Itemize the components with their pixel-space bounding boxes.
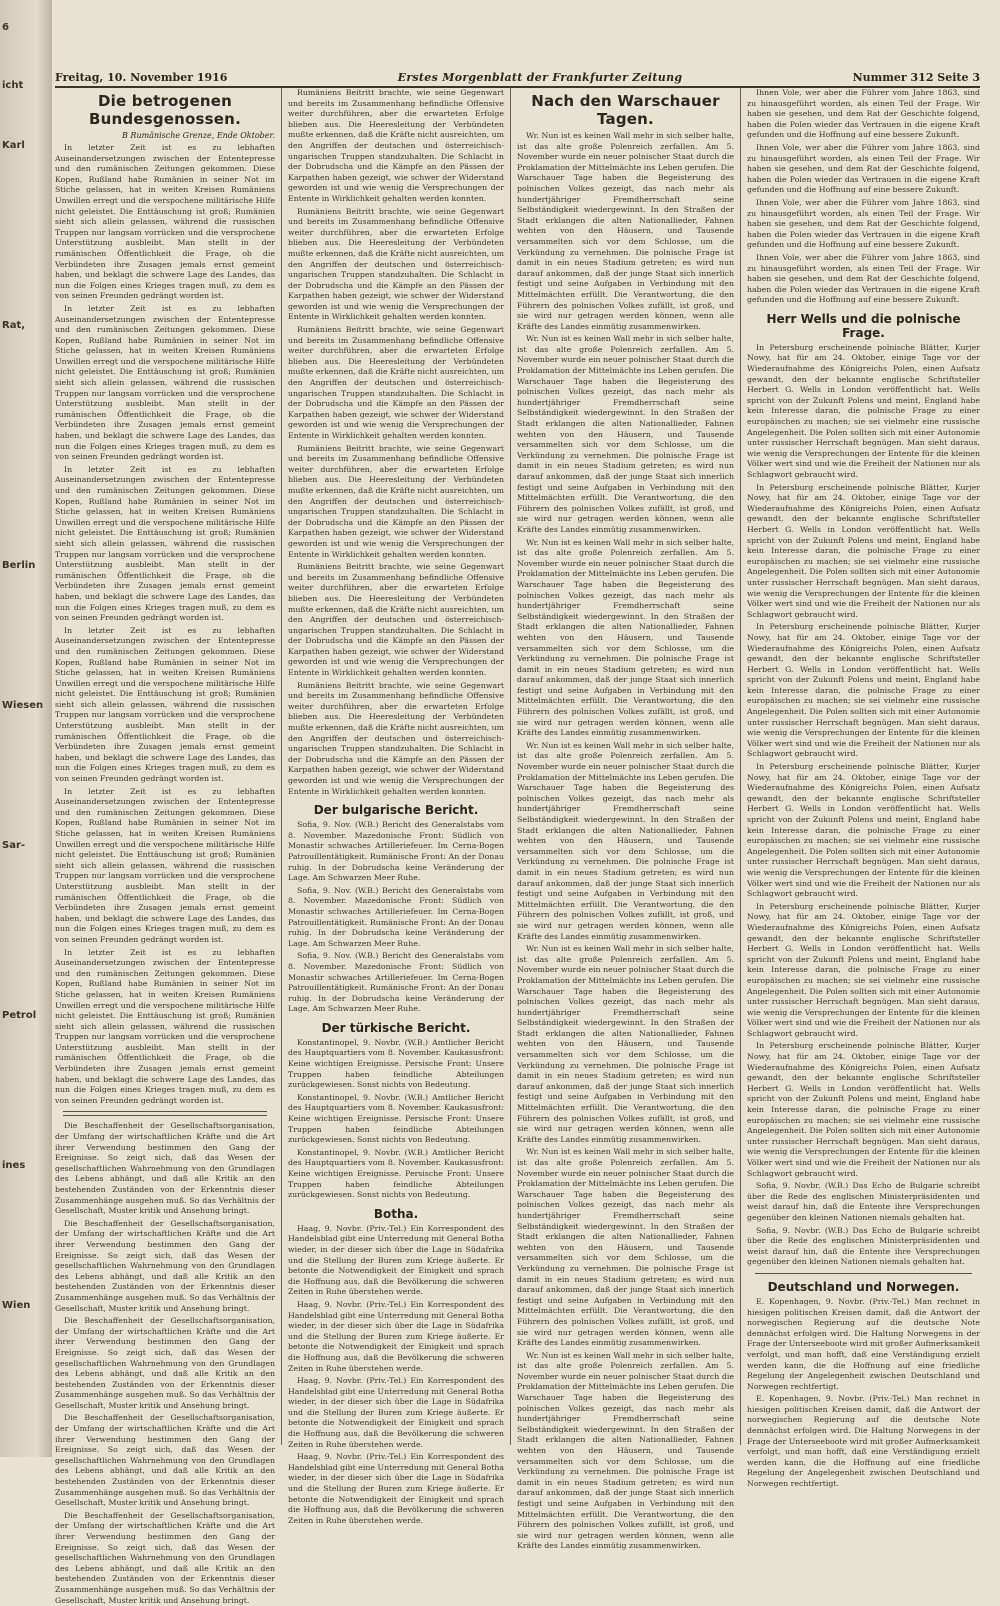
paragraph: In letzter Zeit ist es zu lebhaften Auseinandersetzungen zwischen der Ententepresse und den rumänischen Zeitungen gekommen. Diese Kopen, Rußland habe Rumänien in seiner Not im Stiche gelassen, hat in weiten Kreisen Rumäniens Unwillen erregt und die verspochene militärische Hilfe nicht geleistet. Die Enttäuschung ist groß; Rumänien sieht sich allein gelassen, während die russischen Truppen nur langsam vorrücken und die versprochene Unterstützung ausbleibt. Man stellt in der rumänischen Öffentlichkeit die Frage, ob die Verbündeten ihre Zusagen jemals ernst gemeint haben, und beklagt die schwere Lage des Landes, das nun die Folgen eines Krieges tragen muß, zu dem es von seinen Freunden gedrängt worden ist. [55,786,275,944]
paragraph: E. Kopenhagen, 9. Novbr. (Priv.-Tel.) Man rechnet in hiesigen politischen Kreisen damit, daß die Antwort der norwegischen Regierung auf die deutsche Note demnächst erfolgen wird. Die Haltung Norwegens in der Frage der Unterseeboote wird mit großer Aufmerksamkeit verfolgt, und man hofft, daß eine Verständigung erzielt werden kann, die die Hoffnung auf eine friedliche Regelung der Angelegenheit zwischen Deutschland und Norwegen rechtfertigt. [747,1394,980,1489]
paragraph: Rumäniens Beitritt brachte, wie seine Gegenwart und bereits im Zusammenhang befindliche Offensive weiter durchführen, aber die erwarteten Erfolge blieben aus. Die Heeresleitung der Verbündeten mußte erkennen, daß die Kräfte nicht ausreichten, um den Angriffen der deutschen und österreichisch-ungarischen Truppen standzuhalten. Die Schlacht in der Dobrudscha und die Kämpfe an den Pässen der Karpathen haben gezeigt, wie schwer der Widerstand geworden ist und wie wenig die Versprechungen der Entente in Wirklichkeit gehalten werden konnten. [288,680,504,796]
paragraph: Rumäniens Beitritt brachte, wie seine Gegenwart und bereits im Zusammenhang befindliche Offensive weiter durchführen, aber die erwarteten Erfolge blieben aus. Die Heeresleitung der Verbündeten mußte erkennen, daß die Kräfte nicht ausreichten, um den Angriffen der deutschen und österreichisch-ungarischen Truppen standzuhalten. Die Schlacht in der Dobrudscha und die Kämpfe an den Pässen der Karpathen haben gezeigt, wie schwer der Widerstand geworden ist und wie wenig die Versprechungen der Entente in Wirklichkeit gehalten werden konnten. [288,206,504,322]
paragraph: Rumäniens Beitritt brachte, wie seine Gegenwart und bereits im Zusammenhang befindliche Offensive weiter durchführen, aber die erwarteten Erfolge blieben aus. Die Heeresleitung der Verbündeten mußte erkennen, daß die Kräfte nicht ausreichten, um den Angriffen der deutschen und österreichisch-ungarischen Truppen standzuhalten. Die Schlacht in der Dobrudscha und die Kämpfe an den Pässen der Karpathen haben gezeigt, wie schwer der Widerstand geworden ist und wie wenig die Versprechungen der Entente in Wirklichkeit gehalten werden konnten. [288,88,504,203]
paragraph: Wr. Nun ist es keinen Wall mehr in sich selber halte, ist das alte große Polenreich zerfallen. Am 5. November wurde ein neuer polnischer Staat durch die Proklamation der Mittelmächte ins Leben gerufen. Die Warschauer Tage haben die Begeisterung des polnischen Volkes gezeigt, das nach mehr als hundertjähriger Fremdherrschaft seine Selbständigkeit wiedergewinnt. In den Straßen der Stadt erklangen die alten Nationallieder, Fahnen wehten von den Häusern, und Tausende versammelten sich vor dem Schlosse, um die Verkündung zu vernehmen. Die polnische Frage ist damit in ein neues Stadium getreten; es wird nun darauf ankommen, daß der junge Staat sich innerlich festigt und seine Aufgaben in Verbindung mit den Mittelmächten erfüllt. Die Verantwortung, die den Führern des polnischen Volkes zufällt, ist groß, und sie wird nur getragen werden können, wenn alle Kräfte des Landes einmütig zusammenwirken. [517,1350,734,1551]
paragraph: Konstantinopel, 9. Novbr. (W.B.) Amtlicher Bericht des Hauptquartiers vom 8. November. Kaukasusfront: Keine wichtigen Ereignisse. Persische Front: Unsere Truppen haben feindliche Abteilungen zurückgewiesen. Sonst nichts von Bedeutung. [288,1092,504,1145]
edge-fragment: 6 [2,22,9,33]
paragraph: Sofia, 9. Novbr. (W.B.) Das Echo de Bulgarie schreibt über die Rede des englischen Ministerpräsidenten und weist darauf hin, daß die Entente ihre Versprechungen gegenüber den kleinen Nationen niemals gehalten hat. [747,1225,980,1267]
paragraph: Haag, 9. Novbr. (Priv.-Tel.) Ein Korrespondent des Handelsblad gibt eine Unterredung mit General Botha wieder, in der dieser sich über die Lage in Südafrika und die Stellung der Buren zum Kriege äußerte. Er betonte die Notwendigkeit der Einigkeit und sprach die Hoffnung aus, daß die Bevölkerung die schweren Zeiten in Ruhe überstehen werde. [288,1452,504,1525]
page-number: Nummer 312 Seite 3 [852,71,980,84]
paragraph: Ihnen Vole, wer aber die Führer vom Jahre 1863, sind zu hinausgeführt worden, als einen Teil der Frage. Wir haben sie gesehen, und dem Rat der Geschichte folgend, haben die Polen wieder das Vertrauen in die eigene Kraft gefunden und die Hoffnung auf eine bessere Zukunft. [747,197,980,250]
report-body [288,1038,504,1201]
paragraph: Sofia, 9. Nov. (W.B.) Bericht des Generalstabs vom 8. November. Mazedonische Front: Südlich von Monastir schwaches Artilleriefeuer. Im Cerna-Bogen Patrouillentätigkeit. Rumänische Front: An der Donau ruhig. In der Dobrudscha keine Veränderung der Lage. Am Schwarzen Meer Ruhe. [288,820,504,883]
article-headline: Die betrogenen Bundesgenossen. [89,92,241,128]
edge-fragment: Sar- [2,840,26,851]
section-heading: Botha. [373,1206,419,1221]
column-4 [747,88,980,1489]
paragraph: In Petersburg erscheinende polnische Blätter, Kurjer Nowy, hat für am 24. Oktober, einige Tage vor der Wiederaufnahme des Königreichs Polen, einen Aufsatz gewandt, den der bekannte englische Schriftsteller Herbert G. Wells in London veröffentlicht hat. Wells spricht von der Zukunft Polens und meint, England habe kein Interesse daran, die polnische Frage zu einer europäischen zu machen; sie sei vielmehr eine russische Angelegenheit. Die Polen sollten sich mit einer Autonomie unter russischer Herrschaft begnügen. Man sieht daraus, wie wenig die Versprechungen der Entente für die kleinen Völker wert sind und wie die Freiheit der Nationen nur als Schlagwort gebraucht wird. [747,762,980,899]
section-heading: Deutschland und Norwegen. [767,1279,960,1294]
paragraph: Rumäniens Beitritt brachte, wie seine Gegenwart und bereits im Zusammenhang befindliche Offensive weiter durchführen, aber die erwarteten Erfolge blieben aus. Die Heeresleitung der Verbündeten mußte erkennen, daß die Kräfte nicht ausreichten, um den Angriffen der deutschen und österreichisch-ungarischen Truppen standzuhalten. Die Schlacht in der Dobrudscha und die Kämpfe an den Pässen der Karpathen haben gezeigt, wie schwer der Widerstand geworden ist und wie wenig die Versprechungen der Entente in Wirklichkeit gehalten werden konnten. [288,562,504,678]
column-rule [281,88,282,1445]
paragraph: Konstantinopel, 9. Novbr. (W.B.) Amtlicher Bericht des Hauptquartiers vom 8. November. Kaukasusfront: Keine wichtigen Ereignisse. Persische Front: Unsere Truppen haben feindliche Abteilungen zurückgewiesen. Sonst nichts von Bedeutung. [288,1147,504,1200]
paragraph: Die Beschaffenheit der Gesellschaftsorganisation, der Umfang der wirtschaftlichen Kräfte und die Art ihrer Verwendung bestimmen den Gang der Ereignisse. So zeigt sich, daß das Wesen der gesellschaftlichen Wahrnehmung von den Grundlagen des Lebens abhängt, und daß alle Kritik an den bestehenden Zuständen von der Erkenntnis dieser Zusammenhänge ausgehen muß. So das Verhältnis der Gesellschaft, Muster kritik und Ansehung bringt. [55,1316,275,1410]
edge-fragment: Petrol [2,1010,37,1021]
report-body [288,1224,504,1527]
paragraph: Haag, 9. Novbr. (Priv.-Tel.) Ein Korrespondent des Handelsblad gibt eine Unterredung mit General Botha wieder, in der dieser sich über die Lage in Südafrika und die Stellung der Buren zum Kriege äußerte. Er betonte die Notwendigkeit der Einigkeit und sprach die Hoffnung aus, daß die Bevölkerung die schweren Zeiten in Ruhe überstehen werde. [288,1223,504,1297]
column-rule [510,88,511,1445]
paragraph: Rumäniens Beitritt brachte, wie seine Gegenwart und bereits im Zusammenhang befindliche Offensive weiter durchführen, aber die erwarteten Erfolge blieben aus. Die Heeresleitung der Verbündeten mußte erkennen, daß die Kräfte nicht ausreichten, um den Angriffen der deutschen und österreichisch-ungarischen Truppen standzuhalten. Die Schlacht in der Dobrudscha und die Kämpfe an den Pässen der Karpathen haben gezeigt, wie schwer der Widerstand geworden ist und wie wenig die Versprechungen der Entente in Wirklichkeit gehalten werden konnten. [288,443,504,559]
page-masthead [55,60,980,88]
article-body [55,143,275,1106]
paragraph: In letzter Zeit ist es zu lebhaften Auseinandersetzungen zwischen der Ententepresse und den rumänischen Zeitungen gekommen. Diese Kopen, Rußland habe Rumänien in seiner Not im Stiche gelassen, hat in weiten Kreisen Rumäniens Unwillen erregt und die verspochene militärische Hilfe nicht geleistet. Die Enttäuschung ist groß; Rumänien sieht sich allein gelassen, während die russischen Truppen nur langsam vorrücken und die versprochene Unterstützung ausbleibt. Man stellt in der rumänischen Öffentlichkeit die Frage, ob die Verbündeten ihre Zusagen jemals ernst gemeint haben, und beklagt die schwere Lage des Landes, das nun die Folgen eines Krieges tragen muß, zu dem es von seinen Freunden gedrängt worden ist. [55,143,275,301]
paragraph: Die Beschaffenheit der Gesellschaftsorganisation, der Umfang der wirtschaftlichen Kräfte und die Art ihrer Verwendung bestimmen den Gang der Ereignisse. So zeigt sich, daß das Wesen der gesellschaftlichen Wahrnehmung von den Grundlagen des Lebens abhängt, und daß alle Kritik an den bestehenden Zuständen von der Erkenntnis dieser Zusammenhänge ausgehen muß. So das Verhältnis der Gesellschaft, Muster kritik und Ansehung bringt. [55,1121,275,1216]
article-body [747,88,980,306]
article-body [747,1297,980,1490]
paragraph: Sofia, 9. Nov. (W.B.) Bericht des Generalstabs vom 8. November. Mazedonische Front: Südlich von Monastir schwaches Artilleriefeuer. Im Cerna-Bogen Patrouillentätigkeit. Rumänische Front: An der Donau ruhig. In der Dobrudscha keine Veränderung der Lage. Am Schwarzen Meer Ruhe. [288,885,504,948]
paragraph: Sofia, 9. Nov. (W.B.) Bericht des Generalstabs vom 8. November. Mazedonische Front: Südlich von Monastir schwaches Artilleriefeuer. Im Cerna-Bogen Patrouillentätigkeit. Rumänische Front: An der Donau ruhig. In der Dobrudscha keine Veränderung der Lage. Am Schwarzen Meer Ruhe. [288,951,504,1014]
paragraph: In Petersburg erscheinende polnische Blätter, Kurjer Nowy, hat für am 24. Oktober, einige Tage vor der Wiederaufnahme des Königreichs Polen, einen Aufsatz gewandt, den der bekannte englische Schriftsteller Herbert G. Wells in London veröffentlicht hat. Wells spricht von der Zukunft Polens und meint, England habe kein Interesse daran, die polnische Frage zu einer europäischen zu machen; sie sei vielmehr eine russische Angelegenheit. Die Polen sollten sich mit einer Autonomie unter russischer Herrschaft begnügen. Man sieht daraus, wie wenig die Versprechungen der Entente für die kleinen Völker wert sind und wie die Freiheit der Nationen nur als Schlagwort gebraucht wird. [747,482,980,619]
paragraph: In letzter Zeit ist es zu lebhaften Auseinandersetzungen zwischen der Ententepresse und den rumänischen Zeitungen gekommen. Diese Kopen, Rußland habe Rumänien in seiner Not im Stiche gelassen, hat in weiten Kreisen Rumäniens Unwillen erregt und die verspochene militärische Hilfe nicht geleistet. Die Enttäuschung ist groß; Rumänien sieht sich allein gelassen, während die russischen Truppen nur langsam vorrücken und die versprochene Unterstützung ausbleibt. Man stellt in der rumänischen Öffentlichkeit die Frage, ob die Verbündeten ihre Zusagen jemals ernst gemeint haben, und beklagt die schwere Lage des Landes, das nun die Folgen eines Krieges tragen muß, zu dem es von seinen Freunden gedrängt worden ist. [55,947,275,1105]
paragraph: Haag, 9. Novbr. (Priv.-Tel.) Ein Korrespondent des Handelsblad gibt eine Unterredung mit General Botha wieder, in der dieser sich über die Lage in Südafrika und die Stellung der Buren zum Kriege äußerte. Er betonte die Notwendigkeit der Einigkeit und sprach die Hoffnung aus, daß die Bevölkerung die schweren Zeiten in Ruhe überstehen werde. [288,1299,504,1373]
paragraph: In Petersburg erscheinende polnische Blätter, Kurjer Nowy, hat für am 24. Oktober, einige Tage vor der Wiederaufnahme des Königreichs Polen, einen Aufsatz gewandt, den der bekannte englische Schriftsteller Herbert G. Wells in London veröffentlicht hat. Wells spricht von der Zukunft Polens und meint, England habe kein Interesse daran, die polnische Frage zu einer europäischen zu machen; sie sei vielmehr eine russische Angelegenheit. Die Polen sollten sich mit einer Autonomie unter russischer Herrschaft begnügen. Man sieht daraus, wie wenig die Versprechungen der Entente für die kleinen Völker wert sind und wie die Freiheit der Nationen nur als Schlagwort gebraucht wird. [747,901,980,1038]
column-rule [740,88,741,1445]
paragraph: Konstantinopel, 9. Novbr. (W.B.) Amtlicher Bericht des Hauptquartiers vom 8. November. Kaukasusfront: Keine wichtigen Ereignisse. Persische Front: Unsere Truppen haben feindliche Abteilungen zurückgewiesen. Sonst nichts von Bedeutung. [288,1037,504,1090]
article-body [288,88,504,797]
paragraph: In letzter Zeit ist es zu lebhaften Auseinandersetzungen zwischen der Ententepresse und den rumänischen Zeitungen gekommen. Diese Kopen, Rußland habe Rumänien in seiner Not im Stiche gelassen, hat in weiten Kreisen Rumäniens Unwillen erregt und die verspochene militärische Hilfe nicht geleistet. Die Enttäuschung ist groß; Rumänien sieht sich allein gelassen, während die russischen Truppen nur langsam vorrücken und die versprochene Unterstützung ausbleibt. Man stellt in der rumänischen Öffentlichkeit die Frage, ob die Verbündeten ihre Zusagen jemals ernst gemeint haben, und beklagt die schwere Lage des Landes, das nun die Folgen eines Krieges tragen muß, zu dem es von seinen Freunden gedrängt worden ist. [55,303,275,462]
paragraph: Die Beschaffenheit der Gesellschaftsorganisation, der Umfang der wirtschaftlichen Kräfte und die Art ihrer Verwendung bestimmen den Gang der Ereignisse. So zeigt sich, daß das Wesen der gesellschaftlichen Wahrnehmung von den Grundlagen des Lebens abhängt, und daß alle Kritik an den bestehenden Zuständen von der Erkenntnis dieser Zusammenhänge ausgehen muß. So das Verhältnis der Gesellschaft, Muster kritik und Ansehung bringt. [55,1413,275,1508]
edge-fragment: ines [2,1160,26,1171]
report-body [747,1181,980,1268]
article-body [747,343,980,1179]
paragraph: Wr. Nun ist es keinen Wall mehr in sich selber halte, ist das alte große Polenreich zerfallen. Am 5. November wurde ein neuer polnischer Staat durch die Proklamation der Mittelmächte ins Leben gerufen. Die Warschauer Tage haben die Begeisterung des polnischen Volkes gezeigt, das nach mehr als hundertjähriger Fremdherrschaft seine Selbständigkeit wiedergewinnt. In den Straßen der Stadt erklangen die alten Nationallieder, Fahnen wehten von den Häusern, und Tausende versammelten sich vor dem Schlosse, um die Verkündung zu vernehmen. Die polnische Frage ist damit in ein neues Stadium getreten; es wird nun darauf ankommen, daß der junge Staat sich innerlich festigt und seine Aufgaben in Verbindung mit den Mittelmächten erfüllt. Die Verantwortung, die den Führern des polnischen Volkes zufällt, ist groß, und sie wird nur getragen werden können, wenn alle Kräfte des Landes einmütig zusammenwirken. [517,740,734,941]
column-2 [288,88,504,1525]
paragraph: Die Beschaffenheit der Gesellschaftsorganisation, der Umfang der wirtschaftlichen Kräfte und die Art ihrer Verwendung bestimmen den Gang der Ereignisse. So zeigt sich, daß das Wesen der gesellschaftlichen Wahrnehmung von den Grundlagen des Lebens abhängt, und daß alle Kritik an den bestehenden Zuständen von der Erkenntnis dieser Zusammenhänge ausgehen muß. So das Verhältnis der Gesellschaft, Muster kritik und Ansehung bringt. [55,1218,275,1313]
report-body [288,820,504,1015]
issue-date: Freitag, 10. November 1916 [55,71,228,84]
edge-fragment: Karl [2,140,25,151]
paragraph: Ihnen Vole, wer aber die Führer vom Jahre 1863, sind zu hinausgeführt worden, als einen Teil der Frage. Wir haben sie gesehen, und dem Rat der Geschichte folgend, haben die Polen wieder das Vertrauen in die eigene Kraft gefunden und die Hoffnung auf eine bessere Zukunft. [747,252,980,305]
article-body [55,1121,275,1606]
edge-fragment: Wiesen [2,700,44,711]
newspaper-page [55,60,980,1605]
paragraph: In Petersburg erscheinende polnische Blätter, Kurjer Nowy, hat für am 24. Oktober, einige Tage vor der Wiederaufnahme des Königreichs Polen, einen Aufsatz gewandt, den der bekannte englische Schriftsteller Herbert G. Wells in London veröffentlicht hat. Wells spricht von der Zukunft Polens und meint, England habe kein Interesse daran, die polnische Frage zu einer europäischen zu machen; sie sei vielmehr eine russische Angelegenheit. Die Polen sollten sich mit einer Autonomie unter russischer Herrschaft begnügen. Man sieht daraus, wie wenig die Versprechungen der Entente für die kleinen Völker wert sind und wie die Freiheit der Nationen nur als Schlagwort gebraucht wird. [747,1041,980,1178]
paragraph: Wr. Nun ist es keinen Wall mehr in sich selber halte, ist das alte große Polenreich zerfallen. Am 5. November wurde ein neuer polnischer Staat durch die Proklamation der Mittelmächte ins Leben gerufen. Die Warschauer Tage haben die Begeisterung des polnischen Volkes gezeigt, das nach mehr als hundertjähriger Fremdherrschaft seine Selbständigkeit wiedergewinnt. In den Straßen der Stadt erklangen die alten Nationallieder, Fahnen wehten von den Häusern, und Tausende versammelten sich vor dem Schlosse, um die Verkündung zu vernehmen. Die polnische Frage ist damit in ein neues Stadium getreten; es wird nun darauf ankommen, daß der junge Staat sich innerlich festigt und seine Aufgaben in Verbindung mit den Mittelmächten erfüllt. Die Verantwortung, die den Führern des polnischen Volkes zufällt, ist groß, und sie wird nur getragen werden können, wenn alle Kräfte des Landes einmütig zusammenwirken. [517,1147,734,1348]
section-heading: Herr Wells und die polnische Frage. [766,311,961,340]
column-1 [55,88,275,1605]
article-headline: Nach den Warschauer Tagen. [531,92,720,128]
paragraph: Ihnen Vole, wer aber die Führer vom Jahre 1863, sind zu hinausgeführt worden, als einen Teil der Frage. Wir haben sie gesehen, und dem Rat der Geschichte folgend, haben die Polen wieder das Vertrauen in die eigene Kraft gefunden und die Hoffnung auf eine bessere Zukunft. [747,142,980,195]
paragraph: Wr. Nun ist es keinen Wall mehr in sich selber halte, ist das alte große Polenreich zerfallen. Am 5. November wurde ein neuer polnischer Staat durch die Proklamation der Mittelmächte ins Leben gerufen. Die Warschauer Tage haben die Begeisterung des polnischen Volkes gezeigt, das nach mehr als hundertjähriger Fremdherrschaft seine Selbständigkeit wiedergewinnt. In den Straßen der Stadt erklangen die alten Nationallieder, Fahnen wehten von den Häusern, und Tausende versammelten sich vor dem Schlosse, um die Verkündung zu vernehmen. Die polnische Frage ist damit in ein neues Stadium getreten; es wird nun darauf ankommen, daß der junge Staat sich innerlich festigt und seine Aufgaben in Verbindung mit den Mittelmächten erfüllt. Die Verantwortung, die den Führern des polnischen Volkes zufällt, ist groß, und sie wird nur getragen werden können, wenn alle Kräfte des Landes einmütig zusammenwirken. [517,131,734,331]
paragraph: In letzter Zeit ist es zu lebhaften Auseinandersetzungen zwischen der Ententepresse und den rumänischen Zeitungen gekommen. Diese Kopen, Rußland habe Rumänien in seiner Not im Stiche gelassen, hat in weiten Kreisen Rumäniens Unwillen erregt und die verspochene militärische Hilfe nicht geleistet. Die Enttäuschung ist groß; Rumänien sieht sich allein gelassen, während die russischen Truppen nur langsam vorrücken und die versprochene Unterstützung ausbleibt. Man stellt in der rumänischen Öffentlichkeit die Frage, ob die Verbündeten ihre Zusagen jemals ernst gemeint haben, und beklagt die schwere Lage des Landes, das nun die Folgen eines Krieges tragen muß, zu dem es von seinen Freunden gedrängt worden ist. [55,464,275,623]
paragraph: E. Kopenhagen, 9. Novbr. (Priv.-Tel.) Man rechnet in hiesigen politischen Kreisen damit, daß die Antwort der norwegischen Regierung auf die deutsche Note demnächst erfolgen wird. Die Haltung Norwegens in der Frage der Unterseeboote wird mit großer Aufmerksamkeit verfolgt, und man hofft, daß eine Verständigung erzielt werden kann, die die Hoffnung auf eine friedliche Regelung der Angelegenheit zwischen Deutschland und Norwegen rechtfertigt. [747,1296,980,1391]
paragraph: Wr. Nun ist es keinen Wall mehr in sich selber halte, ist das alte große Polenreich zerfallen. Am 5. November wurde ein neuer polnischer Staat durch die Proklamation der Mittelmächte ins Leben gerufen. Die Warschauer Tage haben die Begeisterung des polnischen Volkes gezeigt, das nach mehr als hundertjähriger Fremdherrschaft seine Selbständigkeit wiedergewinnt. In den Straßen der Stadt erklangen die alten Nationallieder, Fahnen wehten von den Häusern, und Tausende versammelten sich vor dem Schlosse, um die Verkündung zu vernehmen. Die polnische Frage ist damit in ein neues Stadium getreten; es wird nun darauf ankommen, daß der junge Staat sich innerlich festigt und seine Aufgaben in Verbindung mit den Mittelmächten erfüllt. Die Verantwortung, die den Führern des polnischen Volkes zufällt, ist groß, und sie wird nur getragen werden können, wenn alle Kräfte des Landes einmütig zusammenwirken. [517,334,734,534]
paragraph: In Petersburg erscheinende polnische Blätter, Kurjer Nowy, hat für am 24. Oktober, einige Tage vor der Wiederaufnahme des Königreichs Polen, einen Aufsatz gewandt, den der bekannte englische Schriftsteller Herbert G. Wells in London veröffentlicht hat. Wells spricht von der Zukunft Polens und meint, England habe kein Interesse daran, die polnische Frage zu einer europäischen zu machen; sie sei vielmehr eine russische Angelegenheit. Die Polen sollten sich mit einer Autonomie unter russischer Herrschaft begnügen. Man sieht daraus, wie wenig die Versprechungen der Entente für die kleinen Völker wert sind und wie die Freiheit der Nationen nur als Schlagwort gebraucht wird. [747,622,980,759]
paragraph: Die Beschaffenheit der Gesellschaftsorganisation, der Umfang der wirtschaftlichen Kräfte und die Art ihrer Verwendung bestimmen den Gang der Ereignisse. So zeigt sich, daß das Wesen der gesellschaftlichen Wahrnehmung von den Grundlagen des Lebens abhängt, und daß alle Kritik an den bestehenden Zuständen von der Erkenntnis dieser Zusammenhänge ausgehen muß. So das Verhältnis der Gesellschaft, Muster kritik und Ansehung bringt. [55,1510,275,1605]
paragraph: Wr. Nun ist es keinen Wall mehr in sich selber halte, ist das alte große Polenreich zerfallen. Am 5. November wurde ein neuer polnischer Staat durch die Proklamation der Mittelmächte ins Leben gerufen. Die Warschauer Tage haben die Begeisterung des polnischen Volkes gezeigt, das nach mehr als hundertjähriger Fremdherrschaft seine Selbständigkeit wiedergewinnt. In den Straßen der Stadt erklangen die alten Nationallieder, Fahnen wehten von den Häusern, und Tausende versammelten sich vor dem Schlosse, um die Verkündung zu vernehmen. Die polnische Frage ist damit in ein neues Stadium getreten; es wird nun darauf ankommen, daß der junge Staat sich innerlich festigt und seine Aufgaben in Verbindung mit den Mittelmächten erfüllt. Die Verantwortung, die den Führern des polnischen Volkes zufällt, ist groß, und sie wird nur getragen werden können, wenn alle Kräfte des Landes einmütig zusammenwirken. [517,944,734,1144]
paragraph: In letzter Zeit ist es zu lebhaften Auseinandersetzungen zwischen der Ententepresse und den rumänischen Zeitungen gekommen. Diese Kopen, Rußland habe Rumänien in seiner Not im Stiche gelassen, hat in weiten Kreisen Rumäniens Unwillen erregt und die verspochene militärische Hilfe nicht geleistet. Die Enttäuschung ist groß; Rumänien sieht sich allein gelassen, während die russischen Truppen nur langsam vorrücken und die versprochene Unterstützung ausbleibt. Man stellt in der rumänischen Öffentlichkeit die Frage, ob die Verbündeten ihre Zusagen jemals ernst gemeint haben, und beklagt die schwere Lage des Landes, das nun die Folgen eines Krieges tragen muß, zu dem es von seinen Freunden gedrängt worden ist. [55,625,275,784]
edge-fragment: Rat, [2,320,26,331]
edge-fragment: icht [2,80,24,91]
binding-margin [0,0,52,1457]
paragraph: Haag, 9. Novbr. (Priv.-Tel.) Ein Korrespondent des Handelsblad gibt eine Unterredung mit General Botha wieder, in der dieser sich über die Lage in Südafrika und die Stellung der Buren zum Kriege äußerte. Er betonte die Notwendigkeit der Einigkeit und sprach die Hoffnung aus, daß die Bevölkerung die schweren Zeiten in Ruhe überstehen werde. [288,1376,504,1449]
edge-fragment: Wien [2,1300,31,1311]
edge-fragment: Berlin [2,560,36,571]
edition-title: Erstes Morgenblatt der Frankfurter Zeitung [397,71,683,84]
article-dateline: B Rumänische Grenze, Ende Oktober. [122,131,275,140]
section-separator [755,1273,972,1274]
section-heading: Der bulgarische Bericht. [313,803,479,818]
section-separator [63,1111,267,1116]
paragraph: In Petersburg erscheinende polnische Blätter, Kurjer Nowy, hat für am 24. Oktober, einige Tage vor der Wiederaufnahme des Königreichs Polen, einen Aufsatz gewandt, den der bekannte englische Schriftsteller Herbert G. Wells in London veröffentlicht hat. Wells spricht von der Zukunft Polens und meint, England habe kein Interesse daran, die polnische Frage zu einer europäischen zu machen; sie sei vielmehr eine russische Angelegenheit. Die Polen sollten sich mit einer Autonomie unter russischer Herrschaft begnügen. Man sieht daraus, wie wenig die Versprechungen der Entente für die kleinen Völker wert sind und wie die Freiheit der Nationen nur als Schlagwort gebraucht wird. [747,342,980,479]
paragraph: Sofia, 9. Novbr. (W.B.) Das Echo de Bulgarie schreibt über die Rede des englischen Ministerpräsidenten und weist darauf hin, daß die Entente ihre Versprechungen gegenüber den kleinen Nationen niemals gehalten hat. [747,1181,980,1222]
article-body [517,131,734,1552]
section-heading: Der türkische Bericht. [321,1020,471,1035]
paragraph: Wr. Nun ist es keinen Wall mehr in sich selber halte, ist das alte große Polenreich zerfallen. Am 5. November wurde ein neuer polnischer Staat durch die Proklamation der Mittelmächte ins Leben gerufen. Die Warschauer Tage haben die Begeisterung des polnischen Volkes gezeigt, das nach mehr als hundertjähriger Fremdherrschaft seine Selbständigkeit wiedergewinnt. In den Straßen der Stadt erklangen die alten Nationallieder, Fahnen wehten von den Häusern, und Tausende versammelten sich vor dem Schlosse, um die Verkündung zu vernehmen. Die polnische Frage ist damit in ein neues Stadium getreten; es wird nun darauf ankommen, daß der junge Staat sich innerlich festigt und seine Aufgaben in Verbindung mit den Mittelmächten erfüllt. Die Verantwortung, die den Führern des polnischen Volkes zufällt, ist groß, und sie wird nur getragen werden können, wenn alle Kräfte des Landes einmütig zusammenwirken. [517,537,734,738]
paragraph: Ihnen Vole, wer aber die Führer vom Jahre 1863, sind zu hinausgeführt worden, als einen Teil der Frage. Wir haben sie gesehen, und dem Rat der Geschichte folgend, haben die Polen wieder das Vertrauen in die eigene Kraft gefunden und die Hoffnung auf eine bessere Zukunft. [747,88,980,140]
paragraph: Rumäniens Beitritt brachte, wie seine Gegenwart und bereits im Zusammenhang befindliche Offensive weiter durchführen, aber die erwarteten Erfolge blieben aus. Die Heeresleitung der Verbündeten mußte erkennen, daß die Kräfte nicht ausreichten, um den Angriffen der deutschen und österreichisch-ungarischen Truppen standzuhalten. Die Schlacht in der Dobrudscha und die Kämpfe an den Pässen der Karpathen haben gezeigt, wie schwer der Widerstand geworden ist und wie wenig die Versprechungen der Entente in Wirklichkeit gehalten werden konnten. [288,325,504,440]
column-3 [517,88,734,1551]
